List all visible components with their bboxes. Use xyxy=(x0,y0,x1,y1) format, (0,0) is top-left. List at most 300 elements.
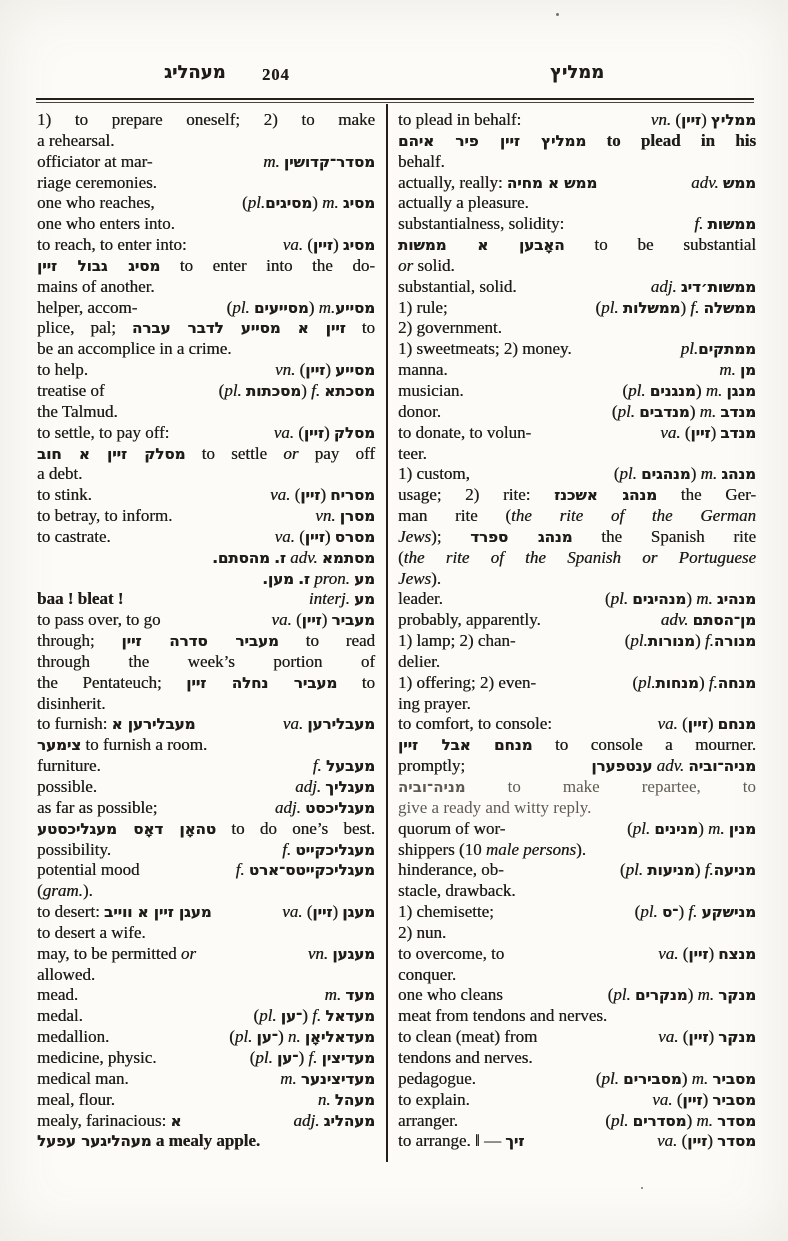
english-text-segment: pl. xyxy=(232,297,250,317)
english-text-segment: vn. xyxy=(650,110,672,129)
hebrew-text-segment: ז. xyxy=(298,569,310,588)
dictionary-entry xyxy=(37,506,375,527)
dictionary-entry xyxy=(37,777,375,798)
entry-line xyxy=(37,902,375,923)
english-text-segment: f. xyxy=(690,297,700,317)
english-text-segment: possibility. xyxy=(37,839,111,859)
line-left-group xyxy=(37,798,157,819)
hebrew-text-segment: מנורה xyxy=(713,632,756,651)
hebrew-text-segment: מניעות xyxy=(647,861,695,880)
english-text-segment: one who reaches, xyxy=(37,193,155,213)
english-text-segment: 2) government. xyxy=(398,318,502,338)
line-right-group xyxy=(275,360,375,381)
line-right-group xyxy=(661,610,756,631)
dictionary-entry xyxy=(37,110,375,152)
entry-line xyxy=(37,714,375,735)
english-text-segment: ) xyxy=(707,714,718,734)
hebrew-text-segment: מן־הסתם xyxy=(692,611,756,630)
entry-line xyxy=(398,214,756,235)
english-text-segment: actually, really: xyxy=(398,172,507,192)
entry-line xyxy=(398,965,756,986)
english-text-segment: ( xyxy=(626,818,633,838)
english-text-segment: to desert a wife. xyxy=(37,922,146,942)
english-text-segment: allowed. xyxy=(37,964,96,984)
english-text-segment: ) xyxy=(680,297,691,317)
english-text-segment: pl. xyxy=(259,1006,277,1026)
entry-line xyxy=(37,881,375,902)
english-text-segment: to console a mourner. xyxy=(532,735,756,755)
dictionary-entry xyxy=(398,381,756,402)
english-text-segment: ( xyxy=(229,1027,235,1047)
entry-line xyxy=(37,965,375,986)
line-right-group xyxy=(318,1090,375,1111)
line-left-group xyxy=(398,1069,476,1090)
line-right-group xyxy=(660,423,756,444)
english-text-segment: quorum of wor- xyxy=(398,818,506,838)
dictionary-entry xyxy=(37,944,375,986)
dictionary-entry xyxy=(37,527,375,548)
entry-line xyxy=(37,694,375,715)
entry-line xyxy=(37,423,375,444)
dictionary-entry xyxy=(37,840,375,861)
entry-line xyxy=(37,860,375,881)
hebrew-text-segment: זיין xyxy=(304,527,325,546)
english-text-segment: pedagogue. xyxy=(398,1068,476,1088)
english-text-segment: m. xyxy=(696,1110,713,1130)
line-left-group xyxy=(398,589,443,610)
hebrew-text-segment: מעגן זיין א ווייב xyxy=(104,903,212,922)
hebrew-text-segment: מנהג xyxy=(721,465,756,484)
entry-line xyxy=(398,694,756,715)
english-text-segment: or xyxy=(180,943,196,963)
english-text-segment: tendons and nerves. xyxy=(398,1047,533,1067)
line-left-group xyxy=(37,235,187,256)
english-text-segment: va. xyxy=(282,714,304,734)
line-left-group xyxy=(398,381,464,402)
english-text-segment: ) xyxy=(678,902,689,922)
hebrew-text-segment: מנחות xyxy=(655,673,699,692)
entry-line xyxy=(37,256,375,277)
english-text-segment: ( xyxy=(605,1110,611,1130)
entry-line xyxy=(398,527,756,548)
english-text-segment: pl. xyxy=(632,818,651,838)
dictionary-entry xyxy=(398,1027,756,1069)
hebrew-text-segment: מסבירים xyxy=(623,1069,682,1088)
hebrew-text-segment: האָבען א ממשות xyxy=(398,236,565,255)
entry-line xyxy=(398,714,756,735)
entry-line xyxy=(398,1048,756,1069)
line-right-group xyxy=(658,944,756,965)
hebrew-text-segment: מעגן xyxy=(342,903,375,922)
entry-line xyxy=(398,360,756,381)
hebrew-text-segment: מסייעים xyxy=(253,298,309,317)
hebrew-text-segment: מנקרים xyxy=(634,986,688,1005)
english-text-segment: pl. xyxy=(613,985,631,1005)
dictionary-entry xyxy=(398,360,756,381)
dictionary-entry xyxy=(37,193,375,235)
dictionary-entry xyxy=(398,902,756,944)
entry-line xyxy=(398,1027,756,1048)
entry-line xyxy=(37,527,375,548)
line-left-group xyxy=(398,1027,537,1048)
english-text-segment: solid. xyxy=(413,255,455,275)
hebrew-text-segment: מסדרים xyxy=(632,1111,687,1130)
english-text-segment: ( xyxy=(241,193,248,213)
entry-line xyxy=(398,735,756,756)
line-left-group xyxy=(37,1027,109,1048)
english-text-segment: ). xyxy=(576,839,586,859)
column-divider xyxy=(386,104,388,1162)
line-left-group xyxy=(37,1048,156,1069)
english-text-segment: va. xyxy=(658,1027,679,1047)
english-text-segment: to plead in behalf: xyxy=(398,110,522,129)
english-text-segment: va. xyxy=(656,1131,678,1151)
dictionary-entry xyxy=(37,1006,375,1027)
english-text-segment: be an accomplice in a crime. xyxy=(37,339,232,359)
english-text-segment: ) xyxy=(690,464,701,484)
line-right-group xyxy=(275,798,375,819)
english-text-segment: gram. xyxy=(42,881,83,901)
dictionary-entry xyxy=(37,298,375,361)
line-left-group xyxy=(37,152,152,173)
english-text-segment: pl. xyxy=(640,902,658,922)
hebrew-text-segment: מנחם אבל זיין xyxy=(398,736,533,755)
hebrew-text-segment: מסייע xyxy=(335,361,375,380)
dictionary-entry xyxy=(398,423,756,465)
hebrew-text-segment: מסכתא xyxy=(324,381,375,400)
entry-line xyxy=(398,631,756,652)
entry-line xyxy=(37,444,375,465)
line-left-group xyxy=(398,944,504,965)
hebrew-text-segment: מע xyxy=(354,569,375,588)
english-text-segment: n. xyxy=(287,1027,301,1047)
english-text-segment: conquer. xyxy=(398,964,457,984)
english-text-segment: medallion. xyxy=(37,1027,110,1047)
line-right-group xyxy=(313,756,375,777)
english-text-segment: to stink. xyxy=(37,485,92,505)
english-text-segment: ( xyxy=(302,902,313,922)
line-left-group xyxy=(37,610,161,631)
hebrew-text-segment: ־ען xyxy=(256,1028,278,1047)
hebrew-text-segment: מעגליך xyxy=(325,778,375,796)
english-text-segment: to clean (meat) from xyxy=(398,1027,538,1047)
entry-line xyxy=(37,381,375,402)
dictionary-entry xyxy=(37,381,375,423)
dictionary-entry xyxy=(398,589,756,610)
line-left-group xyxy=(398,631,516,652)
english-text-segment: a debt. xyxy=(37,464,83,484)
hebrew-text-segment: מסלק זיין א חוב xyxy=(37,444,186,463)
dictionary-entry xyxy=(398,214,756,277)
line-right-group xyxy=(263,152,375,173)
english-text-segment: man rite ( xyxy=(398,506,512,526)
english-text-segment: officiator at mar- xyxy=(37,151,153,171)
hebrew-text-segment: מנצח xyxy=(718,944,756,963)
line-right-group xyxy=(632,673,756,694)
line-left-group xyxy=(398,819,505,840)
hebrew-text-segment: מסדר xyxy=(717,1111,756,1130)
line-right-group xyxy=(295,777,375,798)
dictionary-entry xyxy=(37,902,375,944)
hebrew-text-segment: מניה־וביה xyxy=(688,757,756,776)
hebrew-text-segment: מסייע xyxy=(335,298,375,317)
line-right-group xyxy=(229,1027,375,1048)
dictionary-entry xyxy=(398,714,756,756)
dictionary-entry xyxy=(37,360,375,381)
line-right-group xyxy=(250,1048,375,1069)
entry-line xyxy=(398,548,756,569)
english-text-segment: one who cleans xyxy=(398,985,503,1005)
english-text-segment: to desert: xyxy=(37,902,105,922)
english-text-segment: 1) chemisette; xyxy=(398,902,494,922)
hebrew-text-segment: מעגליכקייטס־ארט xyxy=(248,861,375,880)
english-text-segment: pl. xyxy=(619,464,637,484)
line-right-group xyxy=(591,756,756,777)
english-text-segment: potential mood xyxy=(37,860,140,880)
hebrew-text-segment: ־ען xyxy=(280,1007,303,1026)
dictionary-entry xyxy=(398,631,756,673)
entry-line xyxy=(398,256,756,277)
entry-line xyxy=(37,610,375,631)
english-text-segment: ( xyxy=(632,672,638,692)
hebrew-text-segment: זיין xyxy=(687,715,708,734)
english-text-segment: 1) to prepare oneself; 2) to make xyxy=(37,110,375,129)
entry-line xyxy=(37,1090,375,1111)
hebrew-text-segment: מנדבים xyxy=(639,402,690,421)
scan-speck xyxy=(641,1187,643,1189)
hebrew-text-segment: מסביר xyxy=(712,1090,756,1109)
english-text-segment: ) xyxy=(708,943,719,963)
english-text-segment: to castrate. xyxy=(37,526,111,546)
line-right-group xyxy=(271,610,375,631)
english-text-segment: 2) nun. xyxy=(398,922,447,942)
line-left-group xyxy=(398,860,504,881)
line-right-group xyxy=(283,235,375,256)
english-text-segment: ) xyxy=(298,1047,309,1067)
left-column xyxy=(37,110,375,1152)
line-left-group xyxy=(398,610,541,631)
hebrew-text-segment: ז. xyxy=(274,548,286,567)
hebrew-text-segment: מסלק xyxy=(333,423,375,442)
line-right-group xyxy=(614,464,756,485)
english-text-segment: usage; 2) rite: xyxy=(398,485,555,505)
entry-line xyxy=(37,506,375,527)
hebrew-text-segment: ממשלות xyxy=(622,298,681,317)
line-right-group xyxy=(595,298,756,319)
entry-line xyxy=(398,152,756,173)
hebrew-text-segment: מסיג גבול זיין xyxy=(37,256,161,275)
dictionary-entry xyxy=(37,610,375,714)
hebrew-text-segment: מעהל xyxy=(334,1090,375,1109)
dictionary-entry xyxy=(37,423,375,486)
line-right-group xyxy=(622,381,756,402)
entry-line xyxy=(37,339,375,360)
english-text-segment: interj. xyxy=(308,589,350,609)
english-text-segment: to enter into the do- xyxy=(160,255,375,275)
english-text-segment: arranger. xyxy=(398,1110,458,1130)
line-left-group xyxy=(37,756,101,777)
english-text-segment: ) xyxy=(686,589,697,609)
english-text-segment: to settle xyxy=(185,443,284,463)
line-left-group xyxy=(398,464,470,485)
entry-line xyxy=(37,1027,375,1048)
dictionary-entry xyxy=(37,756,375,777)
hebrew-text-segment: מנין xyxy=(728,819,756,838)
hebrew-text-segment: ממתקים xyxy=(698,340,756,359)
entry-line xyxy=(37,735,375,756)
hebrew-text-segment: מניעה xyxy=(713,861,756,880)
entry-line xyxy=(398,277,756,298)
english-text-segment: ) xyxy=(277,1027,288,1047)
english-text-segment: ( xyxy=(290,485,301,505)
dictionary-entry xyxy=(37,1027,375,1048)
hebrew-text-segment: מסיגים xyxy=(265,194,313,213)
english-text-segment: the Pentateuch; xyxy=(37,672,187,692)
hebrew-text-segment: מנגן xyxy=(726,381,756,400)
english-text-segment: to betray, to inform. xyxy=(37,506,173,526)
english-text-segment: mead. xyxy=(37,985,79,1005)
english-text-segment: ) xyxy=(698,818,708,838)
english-text-segment: ) xyxy=(302,1006,313,1026)
entry-line xyxy=(37,485,375,506)
english-text-segment: 1) sweetmeats; 2) money. xyxy=(398,339,572,359)
entry-line xyxy=(37,173,375,194)
english-text-segment: ). xyxy=(431,568,441,588)
entry-line xyxy=(398,569,756,590)
dictionary-entry xyxy=(37,548,375,569)
entry-line xyxy=(398,923,756,944)
line-left-group xyxy=(37,902,212,923)
english-text-segment: f. xyxy=(704,860,714,880)
english-text-segment: ) xyxy=(707,1131,718,1151)
entry-line xyxy=(398,318,756,339)
line-left-group xyxy=(37,714,195,735)
hebrew-text-segment: מנדב xyxy=(720,423,756,442)
english-text-segment: f. xyxy=(235,860,245,880)
hebrew-text-segment: ממליץ זיין פיר איהם xyxy=(398,131,587,150)
hebrew-text-segment: מעדאל xyxy=(325,1007,375,1026)
hebrew-text-segment: מעבעל xyxy=(325,757,375,776)
entry-line xyxy=(398,881,756,902)
english-text-segment: pl. xyxy=(680,339,699,359)
english-text-segment: possible. xyxy=(37,777,97,796)
english-text-segment: adv. xyxy=(290,547,318,567)
english-text-segment: ( xyxy=(595,297,602,317)
hebrew-text-segment: מעביר סדרה זיין xyxy=(121,632,279,651)
entry-line xyxy=(398,339,756,360)
dictionary-entry xyxy=(37,798,375,840)
english-text-segment: m. xyxy=(708,818,725,838)
english-text-segment: ( xyxy=(218,380,225,400)
english-text-segment: ( xyxy=(293,422,304,442)
line-right-group xyxy=(625,631,756,652)
right-column xyxy=(398,110,756,1152)
english-text-segment: ) xyxy=(332,902,343,922)
entry-line xyxy=(37,673,375,694)
english-text-segment: donor. xyxy=(398,401,441,421)
english-text-segment: leader. xyxy=(398,589,443,609)
entry-line xyxy=(398,298,756,319)
hebrew-text-segment: מעד xyxy=(345,986,375,1005)
english-text-segment: or xyxy=(398,255,414,275)
entry-line xyxy=(37,652,375,673)
header-rule xyxy=(36,98,754,100)
english-text-segment: f. xyxy=(282,839,292,859)
english-text-segment: ( xyxy=(302,235,313,255)
english-text-segment: vn. xyxy=(274,360,296,380)
entry-line xyxy=(37,944,375,965)
english-text-segment: pl. xyxy=(601,297,619,317)
english-text-segment: ); xyxy=(431,526,471,546)
entry-line xyxy=(37,110,375,131)
hebrew-text-segment: מסכתות xyxy=(245,381,302,400)
english-text-segment: f. xyxy=(694,214,704,234)
english-text-segment: stacle, drawback. xyxy=(398,881,516,901)
dictionary-entry xyxy=(398,1090,756,1111)
english-text-segment: ( xyxy=(604,589,611,609)
hebrew-text-segment: זיין xyxy=(312,236,333,255)
line-left-group xyxy=(37,298,137,319)
english-text-segment: ( xyxy=(677,714,688,734)
dictionary-entry xyxy=(398,173,756,215)
hebrew-text-segment: ממשות׳דיג xyxy=(680,277,756,296)
english-text-segment: mains of another. xyxy=(37,276,155,296)
entry-line xyxy=(398,673,756,694)
line-right-group xyxy=(309,589,375,610)
line-right-group xyxy=(652,1090,756,1111)
english-text-segment: probably, apparently. xyxy=(398,610,541,630)
english-text-segment: adv. xyxy=(691,172,719,192)
dictionary-entry xyxy=(37,1048,375,1069)
hebrew-text-segment: מנהג אשכנז xyxy=(554,486,658,505)
english-text-segment: pl. xyxy=(617,401,635,421)
line-right-group xyxy=(651,277,756,298)
line-left-group xyxy=(398,360,448,381)
entry-line xyxy=(398,777,756,798)
line-left-group xyxy=(37,506,172,527)
english-text-segment: va. xyxy=(274,526,295,546)
english-text-segment: medicine, physic. xyxy=(37,1047,157,1067)
english-text-segment: ). xyxy=(82,881,93,901)
english-text-segment: the rite of the German xyxy=(511,506,756,526)
english-text-segment: m. xyxy=(280,1068,297,1088)
dictionary-entry xyxy=(398,944,756,986)
line-left-group xyxy=(37,1111,181,1132)
english-text-segment: adj. xyxy=(295,777,322,796)
entry-line xyxy=(37,589,375,610)
english-text-segment: m. xyxy=(263,151,280,171)
entry-line xyxy=(398,1090,756,1111)
english-text-segment: disinherit. xyxy=(37,693,106,713)
english-text-segment: pl. xyxy=(224,380,242,400)
english-text-segment: to overcome, to xyxy=(398,943,505,963)
entry-line xyxy=(398,485,756,506)
hebrew-text-segment: זיין xyxy=(303,423,324,442)
entry-line xyxy=(37,1069,375,1090)
entry-line xyxy=(37,298,375,319)
english-text-segment: promptly; xyxy=(398,756,466,776)
english-text-segment: to plead in his xyxy=(586,130,757,150)
line-right-group xyxy=(651,110,756,131)
english-text-segment: n. xyxy=(317,1089,331,1109)
dictionary-entry xyxy=(37,235,375,298)
english-text-segment: m. xyxy=(719,360,736,380)
dictionary-entry xyxy=(398,985,756,1027)
english-text-segment: f. xyxy=(308,1047,318,1067)
entry-line xyxy=(398,840,756,861)
english-text-segment: 1) lamp; 2) chan- xyxy=(398,631,516,651)
english-text-segment: pl. xyxy=(247,193,266,213)
